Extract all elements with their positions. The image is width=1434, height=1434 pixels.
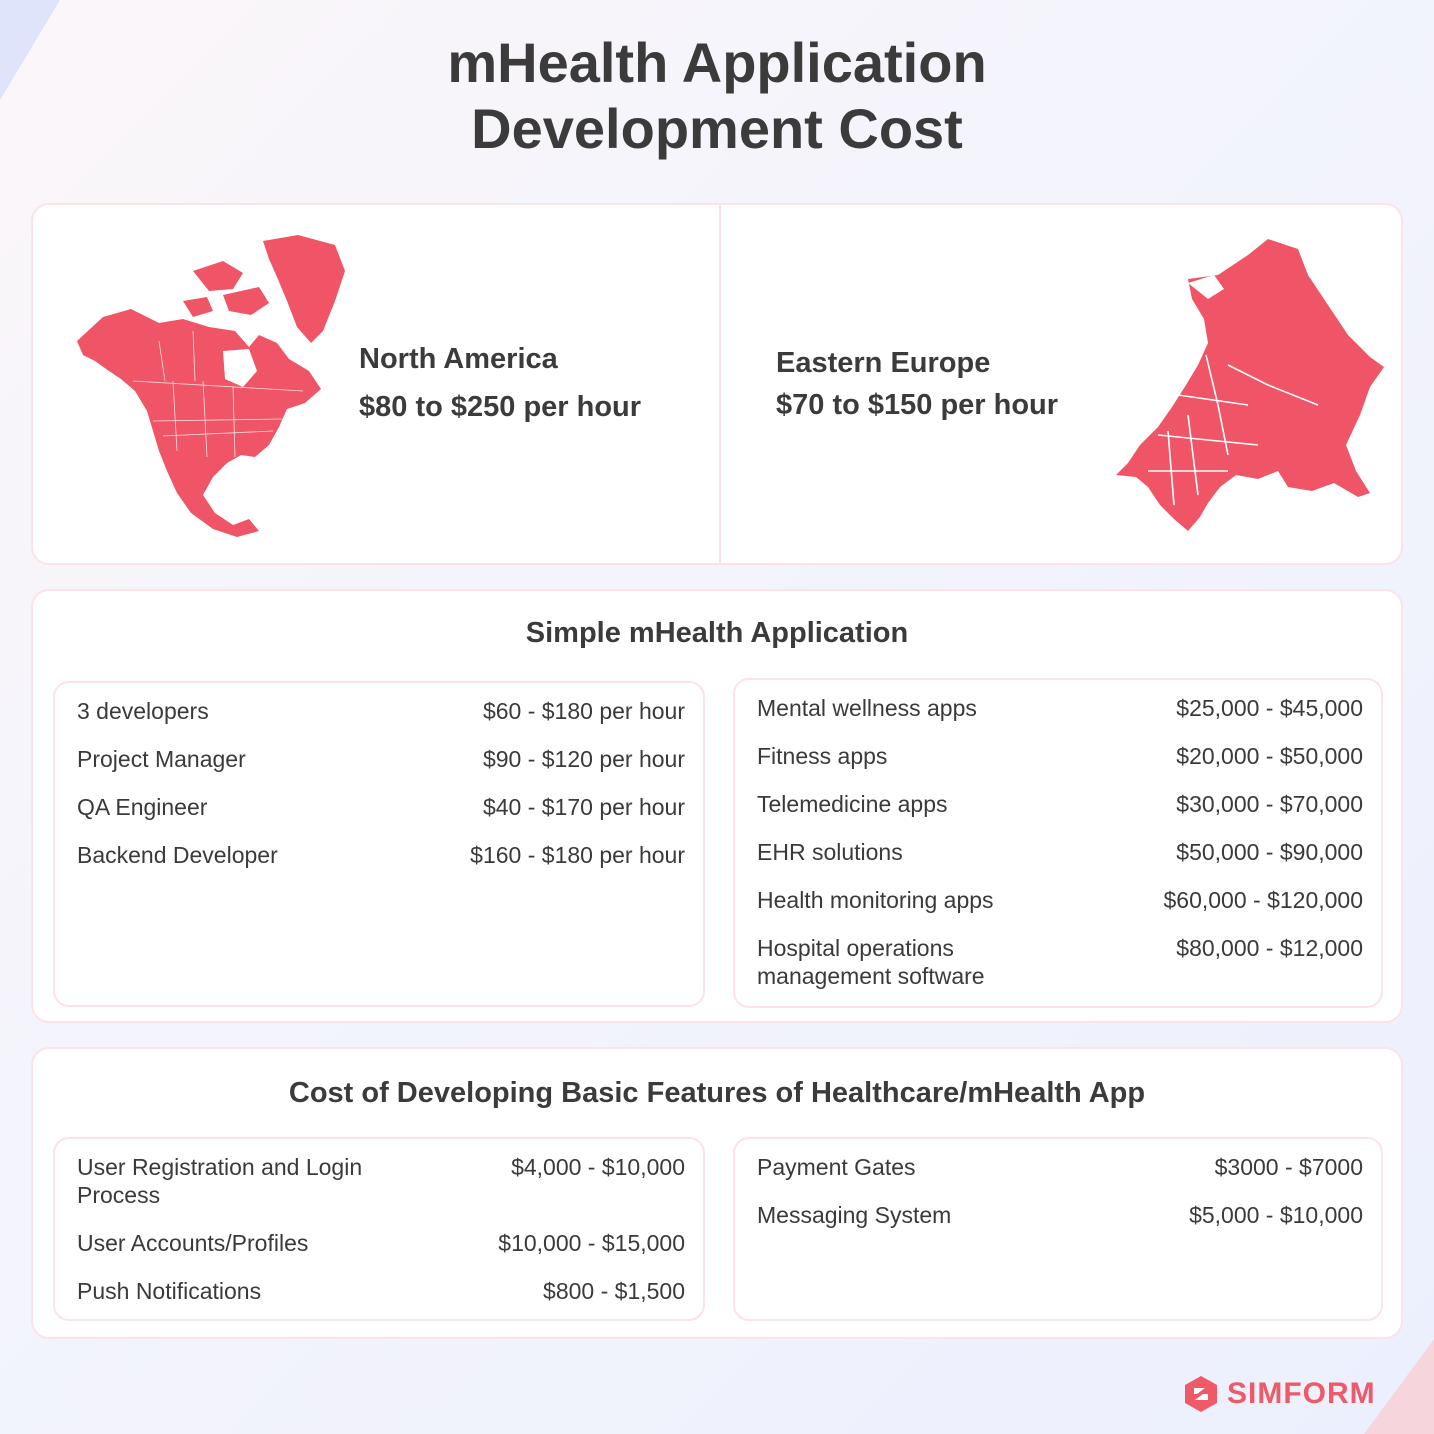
feature-cost-row bbox=[77, 1229, 685, 1257]
app-type-label: Telemedicine apps bbox=[757, 791, 948, 817]
team-role-label: Backend Developer bbox=[77, 842, 278, 868]
region-rate-north-america: $80 to $250 per hour bbox=[359, 391, 642, 423]
region-rate-eastern-europe: $70 to $150 per hour bbox=[776, 389, 1059, 421]
region-divider bbox=[719, 205, 721, 563]
team-role-value: $90 - $120 per hour bbox=[482, 746, 685, 772]
app-type-value: $60,000 - $120,000 bbox=[1163, 887, 1363, 913]
team-role-value: $40 - $170 per hour bbox=[482, 794, 685, 820]
app-type-value: $30,000 - $70,000 bbox=[1176, 791, 1363, 817]
region-name-north-america: North America bbox=[359, 343, 558, 375]
team-role-value: $160 - $180 per hour bbox=[470, 842, 685, 868]
features-panel-left bbox=[53, 1137, 705, 1321]
regions-card bbox=[31, 203, 1403, 565]
simple-app-card bbox=[31, 589, 1403, 1023]
app-type-label: Hospital operations management software bbox=[757, 935, 985, 989]
app-type-row bbox=[757, 742, 1363, 770]
basic-features-card bbox=[31, 1047, 1403, 1339]
page-title-line-2: Development Cost bbox=[471, 97, 963, 160]
feature-value: $800 - $1,500 bbox=[543, 1278, 685, 1304]
eastern-europe-map-icon bbox=[1108, 235, 1388, 535]
simform-logo-icon bbox=[1183, 1375, 1219, 1413]
feature-value: $3000 - $7000 bbox=[1214, 1154, 1363, 1180]
app-type-row bbox=[757, 790, 1363, 818]
north-america-map-icon bbox=[73, 231, 363, 537]
team-rate-row bbox=[77, 793, 685, 821]
basic-features-title: Cost of Developing Basic Features of Healthcare/mHealth App bbox=[288, 1077, 1146, 1109]
app-type-label: Health monitoring apps bbox=[757, 887, 994, 913]
feature-label: Payment Gates bbox=[757, 1154, 916, 1180]
feature-value: $5,000 - $10,000 bbox=[1189, 1202, 1363, 1228]
brand-name: SIMFORM bbox=[1227, 1377, 1376, 1410]
feature-cost-row bbox=[77, 1277, 685, 1305]
feature-label: Push Notifications bbox=[77, 1278, 262, 1304]
simform-logo bbox=[1183, 1374, 1376, 1414]
app-type-value: $80,000 - $12,000 bbox=[1176, 935, 1363, 961]
feature-cost-row bbox=[77, 1153, 685, 1209]
feature-cost-row bbox=[757, 1153, 1363, 1181]
simple-app-title: Simple mHealth Application bbox=[525, 617, 909, 649]
app-type-value: $25,000 - $45,000 bbox=[1176, 695, 1363, 721]
feature-cost-row bbox=[757, 1201, 1363, 1229]
team-role-label: Project Manager bbox=[77, 746, 246, 772]
team-rates-panel bbox=[53, 681, 705, 1007]
app-type-value: $20,000 - $50,000 bbox=[1176, 743, 1363, 769]
region-name-eastern-europe: Eastern Europe bbox=[776, 347, 991, 379]
app-type-costs-panel bbox=[733, 678, 1383, 1008]
team-rate-row bbox=[77, 841, 685, 869]
app-type-label: EHR solutions bbox=[757, 839, 903, 865]
feature-label: Messaging System bbox=[757, 1202, 952, 1228]
feature-label: User Registration and Login Process bbox=[77, 1154, 363, 1208]
page-title bbox=[0, 30, 1434, 162]
app-type-row bbox=[757, 934, 1363, 990]
page-title-line-1: mHealth Application bbox=[447, 31, 987, 94]
app-type-row bbox=[757, 694, 1363, 722]
app-type-row bbox=[757, 886, 1363, 914]
team-role-label: QA Engineer bbox=[77, 794, 208, 820]
team-role-value: $60 - $180 per hour bbox=[482, 698, 685, 724]
app-type-row bbox=[757, 838, 1363, 866]
app-type-label: Mental wellness apps bbox=[757, 695, 977, 721]
app-type-value: $50,000 - $90,000 bbox=[1176, 839, 1363, 865]
features-panel-right bbox=[733, 1137, 1383, 1321]
feature-value: $10,000 - $15,000 bbox=[498, 1230, 685, 1256]
team-rate-row bbox=[77, 745, 685, 773]
app-type-label: Fitness apps bbox=[757, 743, 888, 769]
team-role-label: 3 developers bbox=[77, 698, 209, 724]
team-rate-row bbox=[77, 697, 685, 725]
feature-value: $4,000 - $10,000 bbox=[511, 1154, 685, 1180]
feature-label: User Accounts/Profiles bbox=[77, 1230, 309, 1256]
